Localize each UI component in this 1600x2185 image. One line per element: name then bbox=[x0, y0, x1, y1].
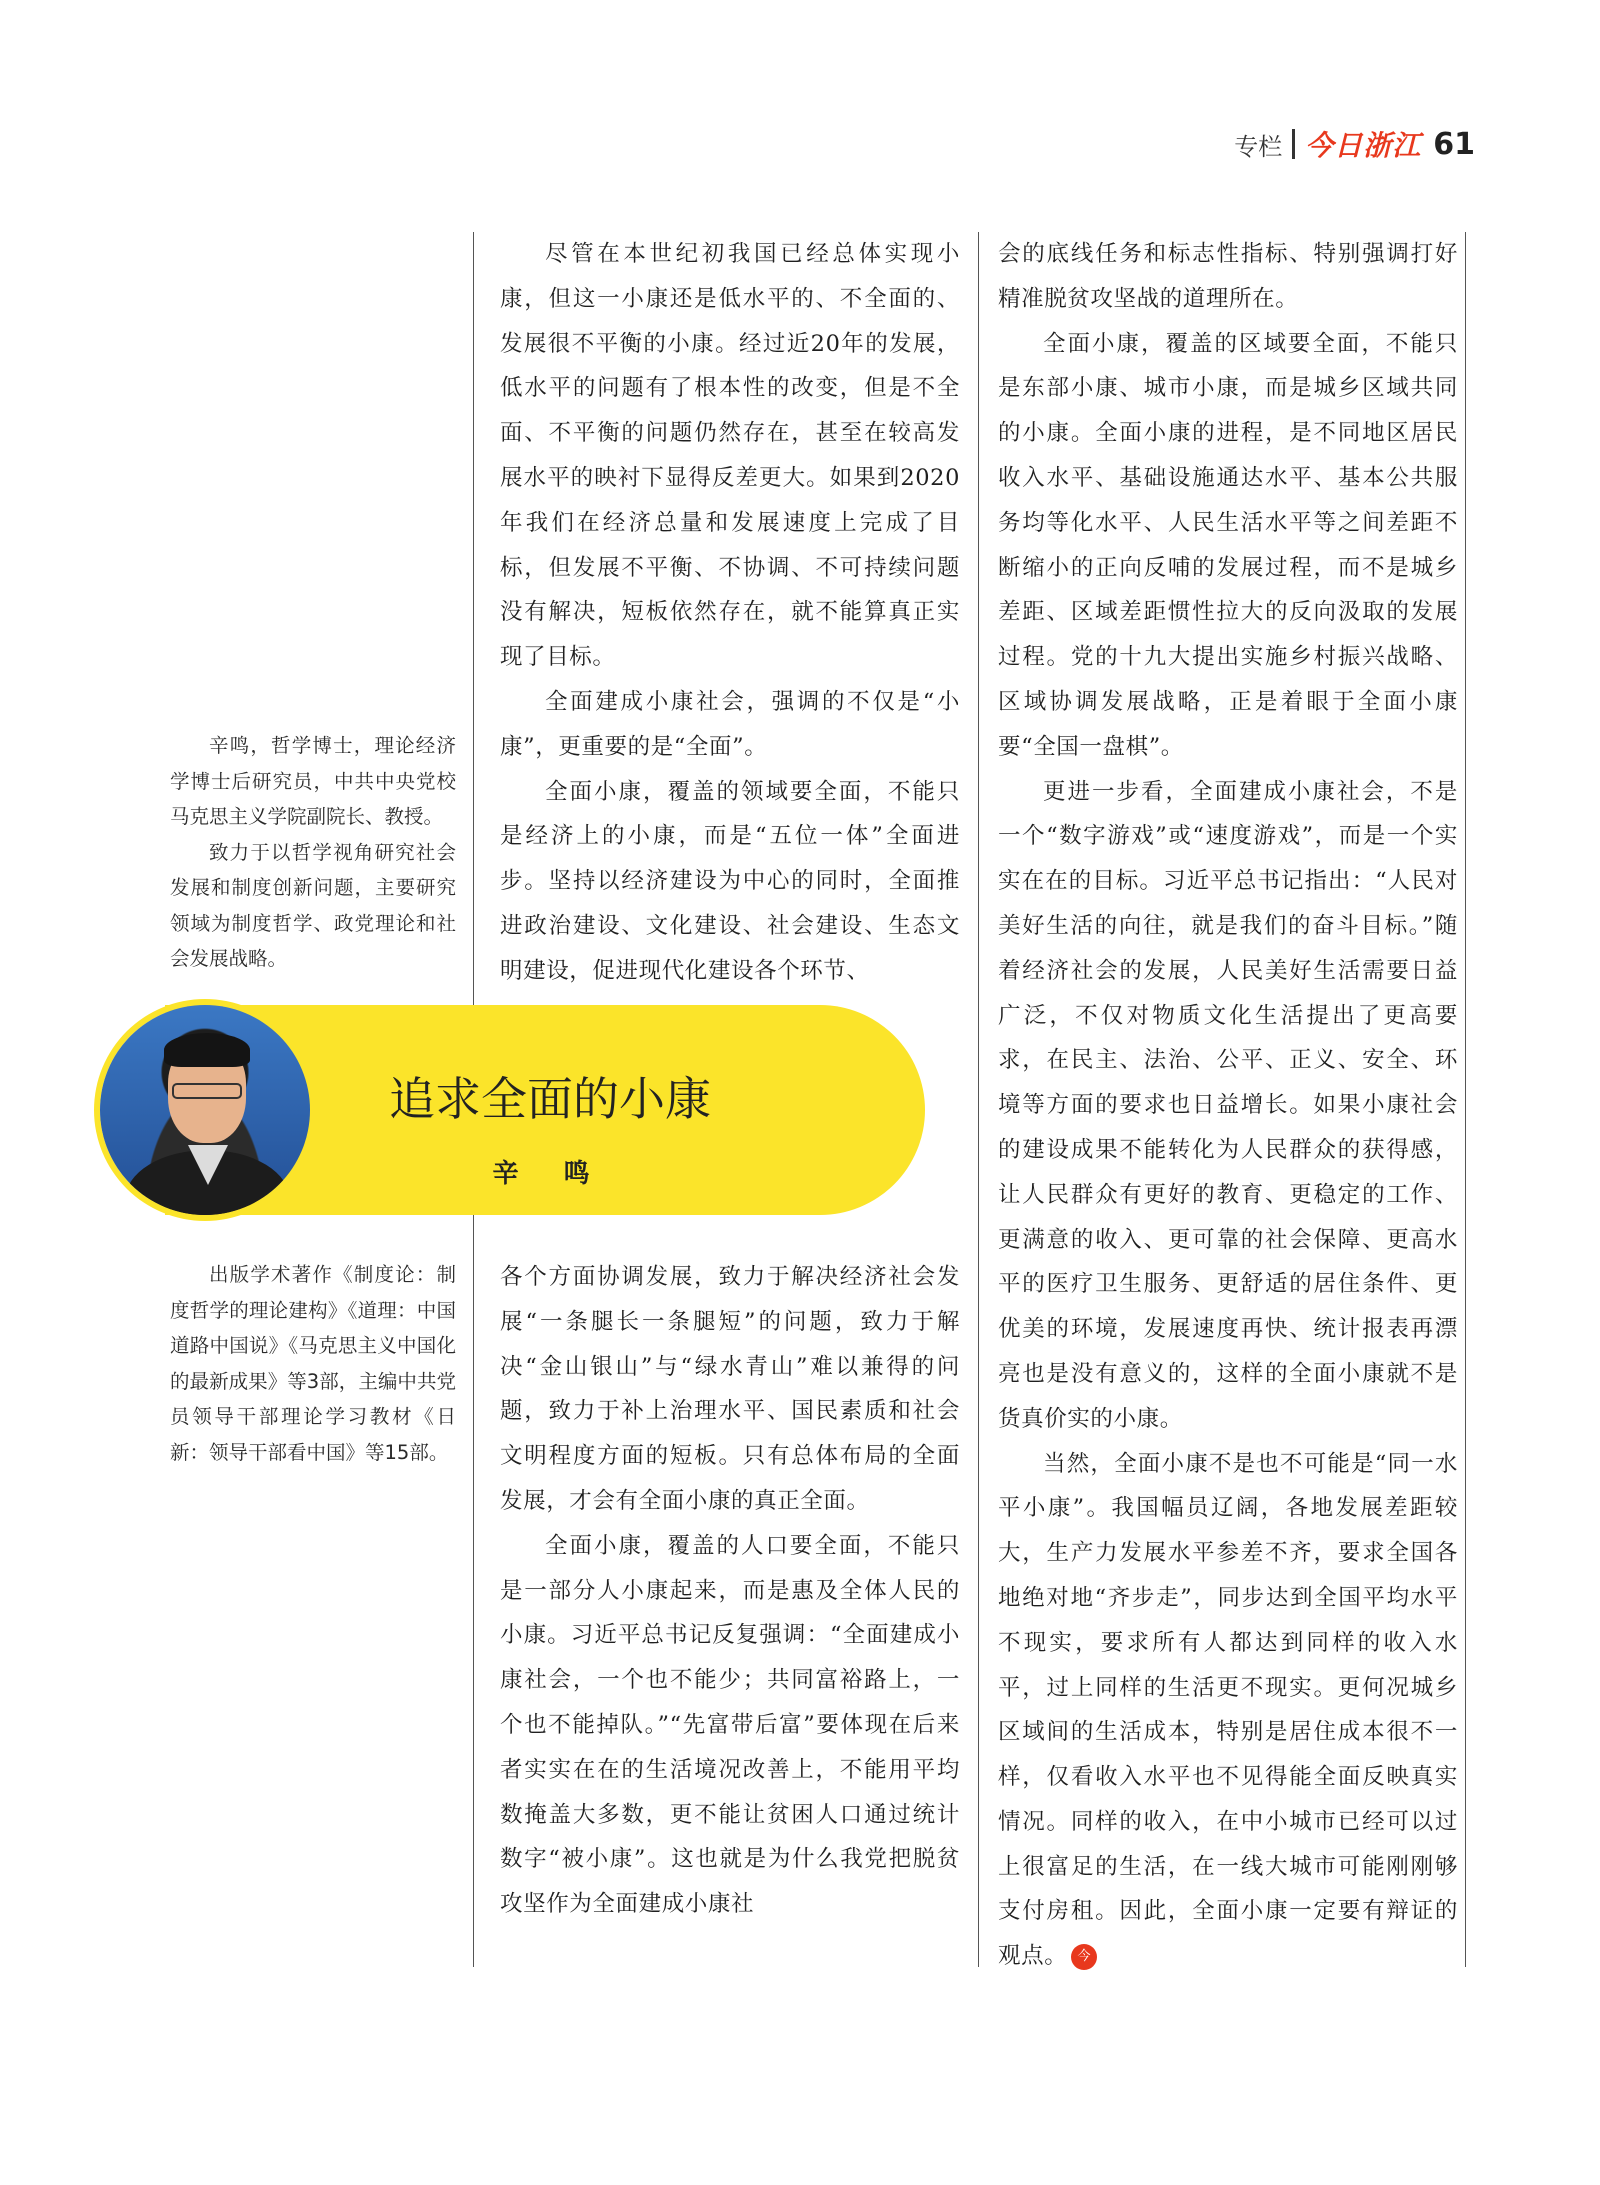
paragraph: 全面小康，覆盖的人口要全面，不能只是一部分人小康起来，而是惠及全体人民的小康。习近平总书记反复强调：“全面建成小康社会，一个也不能少；共同富裕路上，一个也不能掉队。”“先富带后富”要体现在后来者实实在在的生活境况改善上，不能用平均数掩盖大多数，更不能让贫困人口通过统计数字“被小康”。这也就是为什么我党把脱贫攻坚作为全面建成小康社 bbox=[500, 1532, 960, 1918]
author-research-paragraph: 致力于以哲学视角研究社会发展和制度创新问题，主要研究领域为制度哲学、政党理论和社会发展战略。 bbox=[170, 840, 456, 970]
paragraph: 全面建成小康社会，强调的不仅是“小康”，更重要的是“全面”。 bbox=[500, 688, 960, 760]
page-header bbox=[1234, 124, 1475, 164]
paragraph: 会的底线任务和标志性指标、特别强调打好精准脱贫攻坚战的道理所在。 bbox=[998, 241, 1458, 312]
article-column-1-bottom bbox=[500, 1255, 960, 1927]
author-bio-bottom bbox=[170, 1257, 456, 1470]
article-title: 追求全面的小康 bbox=[389, 1072, 711, 1126]
page-number: 61 bbox=[1433, 126, 1475, 162]
author-publications-paragraph: 出版学术著作《制度论：制度哲学的理论建构》《道理：中国道路中国说》《马克思主义中国化的最新成果》等3部，主编中共党员领导干部理论学习教材《日新：领导干部看中国》等15部。 bbox=[170, 1263, 456, 1464]
article-column-1-top bbox=[500, 232, 960, 994]
column-rule-right bbox=[1465, 232, 1466, 1967]
paragraph-text: 当然，全面小康不是也不可能是“同一水平小康”。我国幅员辽阔，各地发展差距较大，生产力发展水平参差不齐，要求全国各地绝对地“齐步走”，同步达到全国平均水平不现实，要求所有人都达到同样的收入水平，过上同样的生活更不现实。更何况城乡区域间的生活成本，特别是居住成本很不一样，仅看收入水平也不见得能全面反映真实情况。同样的收入，在中小城市已经可以过上很富足的生活，在一线大城市可能刚刚够支付房租。因此，全面小康一定要有辩证的观点。 bbox=[998, 1450, 1458, 1970]
column-rule-left bbox=[473, 232, 474, 1005]
paragraph: 全面小康，覆盖的区域要全面，不能只是东部小康、城市小康，而是城乡区域共同的小康。全面小康的进程，是不同地区居民收入水平、基础设施通达水平、基本公共服务均等化水平、人民生活水平等之间差距不断缩小的正向反哺的发展过程，而不是城乡差距、区域差距惯性拉大的反向汲取的发展过程。党的十九大提出实施乡村振兴战略、区域协调发展战略，正是着眼于全面小康要“全国一盘棋”。 bbox=[998, 330, 1458, 760]
author-bio-top bbox=[170, 728, 456, 977]
paragraph: 更进一步看，全面建成小康社会，不是一个“数字游戏”或“速度游戏”，而是一个实实在在的目标。习近平总书记指出：“人民对美好生活的向往，就是我们的奋斗目标。”随着经济社会的发展，人民美好生活需要日益广泛，不仅对物质文化生活提出了更高要求，在民主、法治、公平、正义、安全、环境等方面的要求也日益增长。如果小康社会的建设成果不能转化为人民群众的获得感，让人民群众有更好的教育、更稳定的工作、更满意的收入、更可靠的社会保障、更高水平的医疗卫生服务、更舒适的居住条件、更优美的环境，发展速度再快、统计报表再漂亮也是没有意义的，这样的全面小康就不是货真价实的小康。 bbox=[998, 778, 1458, 1432]
header-divider bbox=[1292, 129, 1295, 159]
paragraph bbox=[998, 1442, 1458, 1980]
author-bio-paragraph: 辛鸣，哲学博士，理论经济学博士后研究员，中共中央党校马克思主义学院副院长、教授。 bbox=[170, 734, 456, 828]
article-author: 辛 鸣 bbox=[492, 1159, 608, 1189]
article-column-2 bbox=[998, 232, 1458, 1979]
photo-glasses bbox=[172, 1083, 242, 1099]
column-rule-left-lower bbox=[473, 1215, 474, 1967]
paragraph: 各个方面协调发展，致力于解决经济社会发展“一条腿长一条腿短”的问题，致力于解决“金山银山”与“绿水青山”难以兼得的问题，致力于补上治理水平、国民素质和社会文明程度方面的短板。只有总体布局的全面发展，才会有全面小康的真正全面。 bbox=[500, 1264, 960, 1514]
paragraph: 尽管在本世纪初我国已经总体实现小康，但这一小康还是低水平的、不全面的、发展很不平衡的小康。经过近20年的发展，低水平的问题有了根本性的改变，但是不全面、不平衡的问题仍然存在，甚至在较高发展水平的映衬下显得反差更大。如果到2020年我们在经济总量和发展速度上完成了目标，但发展不平衡、不协调、不可持续问题没有解决，短板依然存在，就不能算真正实现了目标。 bbox=[500, 241, 960, 671]
photo-hair bbox=[164, 1033, 250, 1067]
column-rule-middle bbox=[978, 232, 979, 1967]
paragraph: 全面小康，覆盖的领域要全面，不能只是经济上的小康，而是“五位一体”全面进步。坚持以经济建设为中心的同时，全面推进政治建设、文化建设、社会建设、生态文明建设，促进现代化建设各个环节、 bbox=[500, 778, 960, 984]
magazine-logo: 今日浙江 bbox=[1305, 129, 1422, 162]
column-label: 专栏 bbox=[1234, 132, 1283, 161]
author-photo bbox=[100, 1005, 310, 1215]
end-of-article-icon: 今 bbox=[1071, 1944, 1097, 1970]
